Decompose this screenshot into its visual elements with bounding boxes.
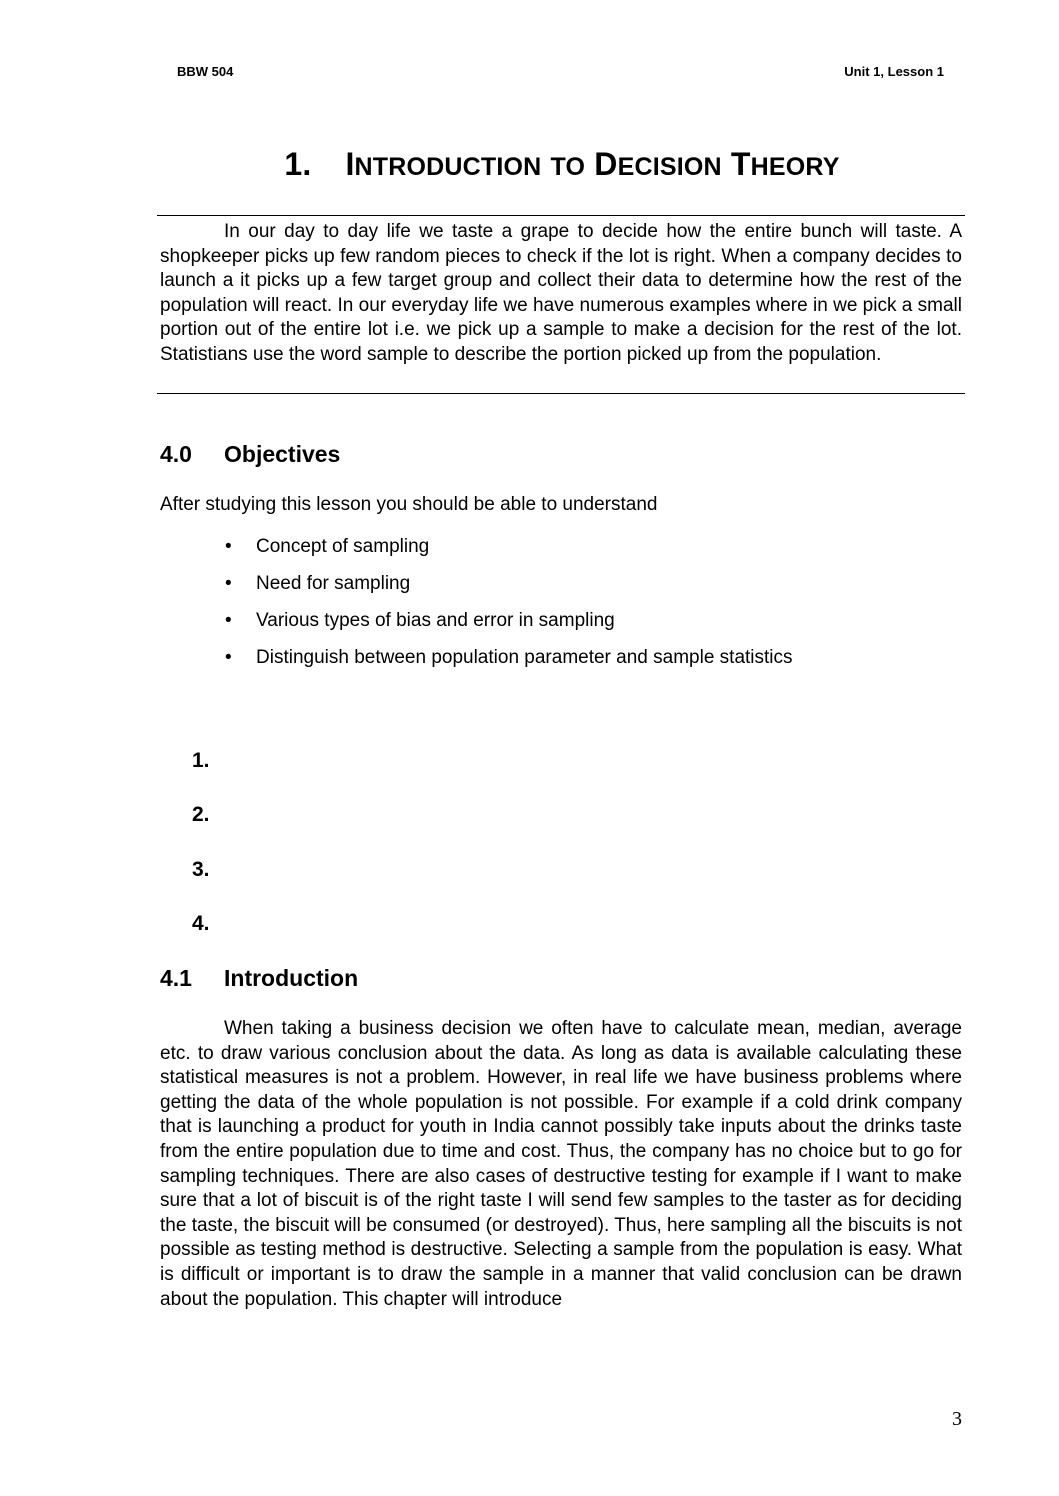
bullet-icon: • [225,573,232,594]
list-item: • Need for sampling [225,573,411,594]
title-word-3: DECISION [594,146,722,182]
objectives-lead: After studying this lesson you should be able to understand [160,494,658,515]
bullet-icon: • [225,647,232,668]
title-word-1: INTRODUCTION [345,146,542,182]
numbered-item: 4. [192,911,210,935]
intro-paragraph: In our day to day life we taste a grape to decide how the entire bunch will taste. A shopkeeper picks up few random pieces to check if the lot is right. When a company decides to launch a it picks up a few target group and collect their data to determine how the rest of the population will react. In our everyday life we have numerous examples where in we pick a small portion out of the entire lot i.e. we pick up a sample to make a decision for the rest of the lot. Statistians use the word sample to describe the portion picked up from the population. [160,221,962,365]
list-item: • Distinguish between population parameter and sample statistics [225,647,793,668]
objectives-list [225,535,793,683]
chapter-number: 1. [284,146,312,182]
numbered-list [192,748,210,965]
objectives-heading [160,441,340,468]
objectives-section-number: 4.0 [160,441,192,467]
introduction-section-title: Introduction [224,965,359,991]
bullet-icon: • [225,610,232,631]
numbered-item: 2. [192,803,210,827]
intro-bottom-rule [157,393,965,394]
introduction-heading [160,965,358,992]
introduction-section-number: 4.1 [160,965,192,991]
objectives-section-title: Objectives [224,441,341,467]
chapter-title [160,146,964,183]
list-item: • Various types of bias and error in sampling [225,610,615,631]
list-item: • Concept of sampling [225,536,430,557]
intro-top-rule [157,215,965,216]
numbered-item: 1. [192,749,210,772]
introduction-paragraph: When taking a business decision we often have to calculate mean, median, average etc. to draw various conclusion about the data. As long as data is available calculating these statistical measures is not a problem. However, in real life we have business problems where getting the data of the whole population is not possible. For example if a cold drink company that is launching a product for youth in India cannot possibly take inputs about the drinks taste from the entire population due to time and cost. Thus, the company has no choice but to go for sampling techniques. There are also cases of destructive testing for example if I want to make sure that a lot of biscuit is of the right taste I will send few samples to the taster as for deciding the taste, the biscuit will be consumed (or destroyed). Thus, here sampling all the biscuits is not possible as testing method is destructive. Selecting a sample from the population is easy. What is difficult or important is to draw the sample in a manner that valid conclusion can be drawn about the population. This chapter will introduce [160,1018,962,1310]
title-word-2: TO [550,153,586,181]
header-course-code: BBW 504 [177,64,234,79]
page-number: 3 [952,1408,962,1430]
title-word-4: THEORY [730,146,840,182]
header-unit-lesson: Unit 1, Lesson 1 [844,64,944,79]
numbered-item: 3. [192,857,210,881]
bullet-icon: • [225,536,232,557]
